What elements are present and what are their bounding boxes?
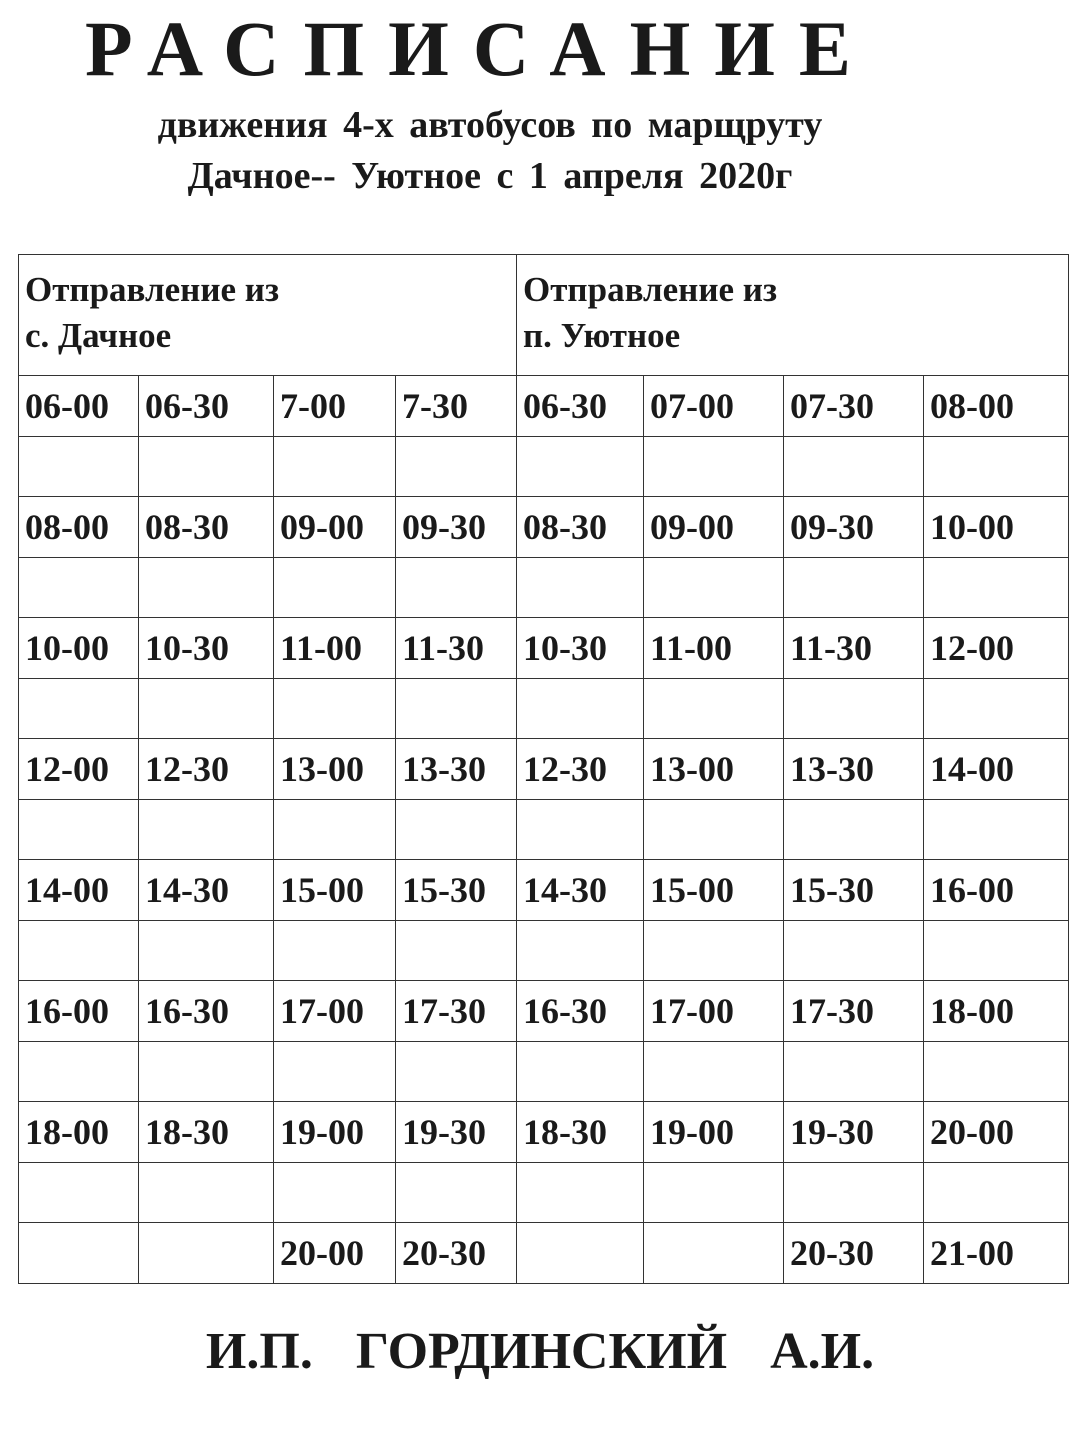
departure-time-dachnoe: 18-30: [139, 1102, 274, 1163]
empty-cell: [396, 800, 517, 860]
empty-cell: [517, 437, 644, 497]
departure-time-uyutnoe: 07-30: [784, 376, 924, 437]
empty-cell: [924, 679, 1069, 739]
time-row: [19, 860, 1069, 921]
blank-row: [19, 921, 1069, 981]
time-row: [19, 981, 1069, 1042]
blank-row: [19, 800, 1069, 860]
departure-time-dachnoe: 13-00: [274, 739, 396, 800]
empty-cell: [274, 1042, 396, 1102]
empty-cell: [396, 1163, 517, 1223]
subtitle-route: движения 4-х автобусов по марщруту: [157, 104, 823, 146]
empty-cell: [396, 921, 517, 981]
departure-time-dachnoe: 09-30: [396, 497, 517, 558]
empty-cell: [924, 1042, 1069, 1102]
departure-time-dachnoe: 20-00: [274, 1223, 396, 1284]
departure-time-uyutnoe: 18-00: [924, 981, 1069, 1042]
departure-time-uyutnoe: 09-30: [784, 497, 924, 558]
empty-cell: [274, 1163, 396, 1223]
departure-time-uyutnoe: 10-00: [924, 497, 1069, 558]
departure-time-dachnoe: 06-30: [139, 376, 274, 437]
header-uyutnoe-line1: Отправление из: [523, 270, 778, 309]
departure-time-dachnoe: 15-00: [274, 860, 396, 921]
empty-cell: [517, 679, 644, 739]
empty-cell: [19, 679, 139, 739]
departure-time-uyutnoe: 14-30: [517, 860, 644, 921]
departure-time-uyutnoe: [517, 1223, 644, 1284]
empty-cell: [517, 558, 644, 618]
departure-time-dachnoe: 10-00: [19, 618, 139, 679]
departure-time-uyutnoe: 08-00: [924, 376, 1069, 437]
empty-cell: [644, 1042, 784, 1102]
empty-cell: [396, 437, 517, 497]
header-row: [19, 255, 1069, 376]
empty-cell: [517, 1042, 644, 1102]
departure-time-dachnoe: 10-30: [139, 618, 274, 679]
empty-cell: [139, 1163, 274, 1223]
departure-time-dachnoe: 19-30: [396, 1102, 517, 1163]
departure-time-uyutnoe: 13-30: [784, 739, 924, 800]
departure-time-dachnoe: 18-00: [19, 1102, 139, 1163]
empty-cell: [517, 921, 644, 981]
empty-cell: [644, 1163, 784, 1223]
header-dachnoe-line2: с. Дачное: [25, 316, 172, 355]
time-row: [19, 1223, 1069, 1284]
empty-cell: [139, 437, 274, 497]
departure-time-uyutnoe: 12-30: [517, 739, 644, 800]
departure-time-uyutnoe: 16-30: [517, 981, 644, 1042]
empty-cell: [784, 437, 924, 497]
header-uyutnoe: [517, 255, 1069, 376]
empty-cell: [517, 1163, 644, 1223]
empty-cell: [19, 1042, 139, 1102]
empty-cell: [396, 679, 517, 739]
departure-time-dachnoe: 16-00: [19, 981, 139, 1042]
departure-time-uyutnoe: 17-00: [644, 981, 784, 1042]
departure-time-uyutnoe: 17-30: [784, 981, 924, 1042]
empty-cell: [784, 1163, 924, 1223]
empty-cell: [139, 679, 274, 739]
empty-cell: [644, 558, 784, 618]
departure-time-uyutnoe: 09-00: [644, 497, 784, 558]
departure-time-uyutnoe: 06-30: [517, 376, 644, 437]
schedule-title: РАСПИСАНИЕ: [85, 5, 875, 92]
departure-time-uyutnoe: 14-00: [924, 739, 1069, 800]
departure-time-uyutnoe: 18-30: [517, 1102, 644, 1163]
time-row: [19, 618, 1069, 679]
time-row: [19, 497, 1069, 558]
departure-time-dachnoe: 14-30: [139, 860, 274, 921]
empty-cell: [784, 1042, 924, 1102]
departure-time-uyutnoe: 20-30: [784, 1223, 924, 1284]
departure-time-dachnoe: 20-30: [396, 1223, 517, 1284]
departure-time-dachnoe: 7-30: [396, 376, 517, 437]
empty-cell: [784, 921, 924, 981]
schedule-table: [18, 254, 1069, 1284]
departure-time-dachnoe: 19-00: [274, 1102, 396, 1163]
departure-time-uyutnoe: 15-00: [644, 860, 784, 921]
departure-time-dachnoe: 16-30: [139, 981, 274, 1042]
empty-cell: [644, 921, 784, 981]
empty-cell: [139, 921, 274, 981]
empty-cell: [924, 921, 1069, 981]
departure-time-uyutnoe: 15-30: [784, 860, 924, 921]
departure-time-uyutnoe: 10-30: [517, 618, 644, 679]
empty-cell: [139, 558, 274, 618]
departure-time-dachnoe: 08-30: [139, 497, 274, 558]
empty-cell: [139, 1042, 274, 1102]
empty-cell: [274, 921, 396, 981]
departure-time-uyutnoe: 11-00: [644, 618, 784, 679]
departure-time-uyutnoe: 19-30: [784, 1102, 924, 1163]
departure-time-uyutnoe: [644, 1223, 784, 1284]
empty-cell: [644, 800, 784, 860]
departure-time-dachnoe: 17-00: [274, 981, 396, 1042]
empty-cell: [784, 558, 924, 618]
empty-cell: [644, 679, 784, 739]
departure-time-dachnoe: 14-00: [19, 860, 139, 921]
departure-time-dachnoe: 12-30: [139, 739, 274, 800]
departure-time-dachnoe: 08-00: [19, 497, 139, 558]
empty-cell: [924, 558, 1069, 618]
departure-time-dachnoe: [19, 1223, 139, 1284]
departure-time-uyutnoe: 19-00: [644, 1102, 784, 1163]
header-dachnoe: [19, 255, 517, 376]
departure-time-uyutnoe: 08-30: [517, 497, 644, 558]
header-dachnoe-line1: Отправление из: [25, 270, 280, 309]
departure-time-uyutnoe: 21-00: [924, 1223, 1069, 1284]
empty-cell: [274, 558, 396, 618]
empty-cell: [784, 679, 924, 739]
empty-cell: [396, 558, 517, 618]
departure-time-dachnoe: 09-00: [274, 497, 396, 558]
empty-cell: [274, 679, 396, 739]
time-row: [19, 376, 1069, 437]
empty-cell: [924, 437, 1069, 497]
empty-cell: [19, 1163, 139, 1223]
departure-time-uyutnoe: 16-00: [924, 860, 1069, 921]
departure-time-dachnoe: 06-00: [19, 376, 139, 437]
empty-cell: [517, 800, 644, 860]
time-row: [19, 1102, 1069, 1163]
empty-cell: [19, 921, 139, 981]
blank-row: [19, 437, 1069, 497]
departure-time-uyutnoe: 13-00: [644, 739, 784, 800]
empty-cell: [274, 437, 396, 497]
departure-time-uyutnoe: 11-30: [784, 618, 924, 679]
time-row: [19, 739, 1069, 800]
subtitle-date: Дачное-- Уютное с 1 апреля 2020г: [187, 155, 793, 197]
departure-time-dachnoe: [139, 1223, 274, 1284]
departure-time-dachnoe: 15-30: [396, 860, 517, 921]
empty-cell: [19, 558, 139, 618]
departure-time-dachnoe: 11-30: [396, 618, 517, 679]
departure-time-dachnoe: 17-30: [396, 981, 517, 1042]
departure-time-uyutnoe: 20-00: [924, 1102, 1069, 1163]
departure-time-dachnoe: 11-00: [274, 618, 396, 679]
header-uyutnoe-line2: п. Уютное: [523, 316, 681, 355]
empty-cell: [396, 1042, 517, 1102]
blank-row: [19, 1163, 1069, 1223]
empty-cell: [139, 800, 274, 860]
operator-signature: И.П. ГОРДИНСКИЙ А.И.: [205, 1323, 875, 1380]
departure-time-uyutnoe: 07-00: [644, 376, 784, 437]
departure-time-uyutnoe: 12-00: [924, 618, 1069, 679]
departure-time-dachnoe: 13-30: [396, 739, 517, 800]
empty-cell: [924, 1163, 1069, 1223]
empty-cell: [274, 800, 396, 860]
departure-time-dachnoe: 12-00: [19, 739, 139, 800]
blank-row: [19, 558, 1069, 618]
blank-row: [19, 679, 1069, 739]
departure-time-dachnoe: 7-00: [274, 376, 396, 437]
empty-cell: [784, 800, 924, 860]
empty-cell: [924, 800, 1069, 860]
empty-cell: [19, 800, 139, 860]
empty-cell: [644, 437, 784, 497]
blank-row: [19, 1042, 1069, 1102]
empty-cell: [19, 437, 139, 497]
